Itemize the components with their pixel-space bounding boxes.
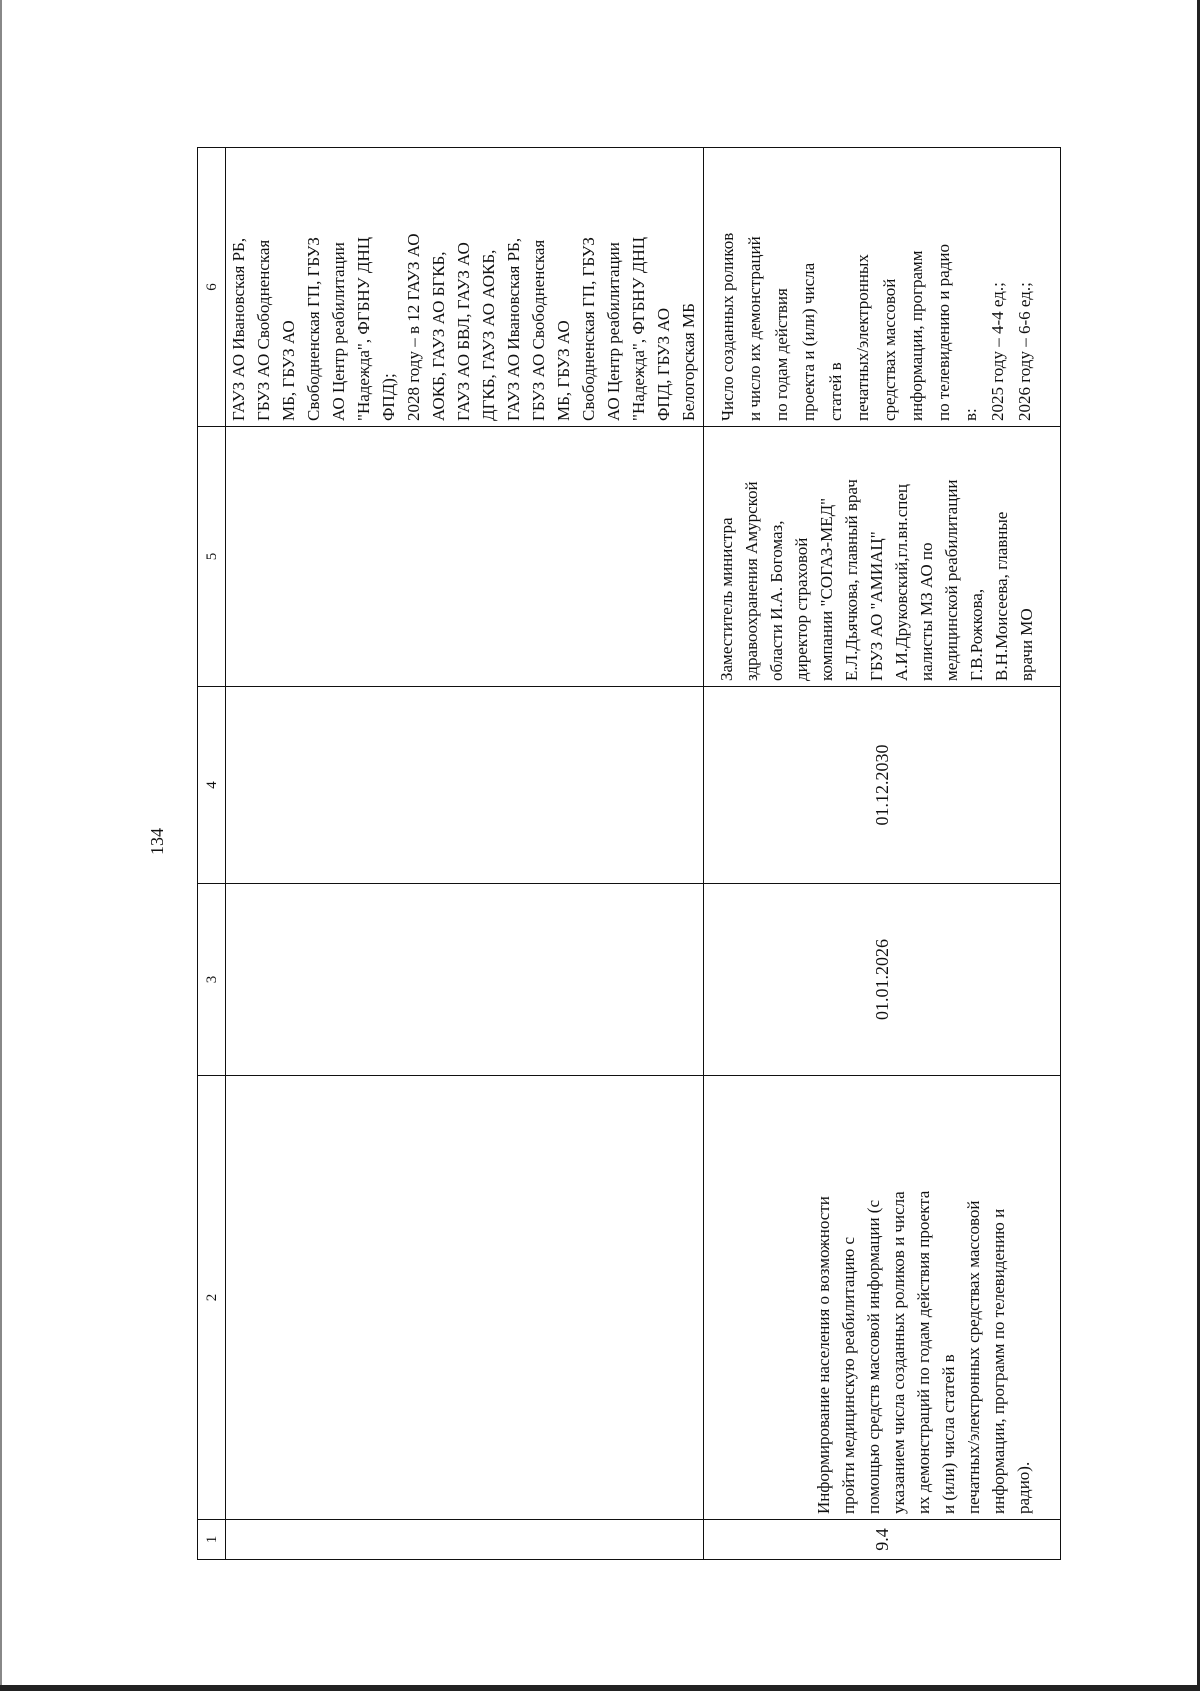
col-num-3: 3 (198, 884, 226, 1076)
responsible-persons: Заместитель министра здравоохранения Амурской области И.А. Богомаз, директор страховой компании "СОГАЗ-МЕД" Е.Л.Дьячкова, главный врач ГБУЗ АО "АМИАЦ" А.И.Друковский,гл.вн.спец иалисты МЗ АО по медицинской реабилитации Г.В.Рожкова, В.Н.Моисеева, главные врачи МО (704, 427, 1061, 687)
col-num-1: 1 (198, 1520, 226, 1560)
start-date: 01.01.2026 (704, 884, 1061, 1076)
plan-table (197, 147, 1061, 1560)
col-num-2: 2 (198, 1076, 226, 1520)
rotated-table-container (197, 148, 1061, 1560)
row-9-4 (704, 148, 1061, 1560)
cont-cell-2 (226, 1076, 704, 1520)
col-num-6: 6 (198, 148, 226, 427)
continuation-row (226, 148, 704, 1560)
row-number: 9.4 (704, 1520, 1061, 1560)
col-num-4: 4 (198, 687, 226, 884)
row-description: Информирование населения о возможности пройти медицинскую реабилитацию с помощью средств массовой информации (с указанием числа созданных роликов и числа их демонстраций по годам действия проекта и (или) числа статей в печатных/электронных средствах массовой информации, программ по телевидению и радио). (704, 1076, 1061, 1520)
cont-cell-1 (226, 1520, 704, 1560)
expected-result: Число созданных роликов и число их демонстраций по годам действия проекта и (или) числа статей в печатных/электронных средствах массовой информации, программ по телевидению и радио в: 2025 году – 4-4 ед.; 2026 году – 6-6 ед.; (704, 148, 1061, 427)
page-number: 134 (147, 828, 167, 855)
scan-bottom-edge (0, 1685, 1200, 1691)
cont-cell-4 (226, 687, 704, 884)
end-date: 01.12.2030 (704, 687, 1061, 884)
col-num-5: 5 (198, 427, 226, 687)
cont-executors: ГАУЗ АО Ивановская РБ, ГБУЗ АО Свободненская МБ, ГБУЗ АО Свободненская ГП, ГБУЗ АО Центр реабилитации "Надежда", ФГБНУ ДНЦ ФПД); 2028 году – в 12 ГАУЗ АО АОКБ, ГАУЗ АО БГКБ, ГАУЗ АО БВЛ, ГАУЗ АО ДГКБ, ГАУЗ АО АОКБ, ГАУЗ АО Ивановская РБ, ГБУЗ АО Свободненская МБ, ГБУЗ АО Свободненская ГП, ГБУЗ АО Центр реабилитации "Надежда", ФГБНУ ДНЦ ФПД, ГБУЗ АО Белогорская МБ (226, 148, 704, 427)
column-number-row (198, 148, 226, 1560)
scan-left-edge (0, 0, 2, 1691)
cont-cell-3 (226, 884, 704, 1076)
cont-cell-5 (226, 427, 704, 687)
